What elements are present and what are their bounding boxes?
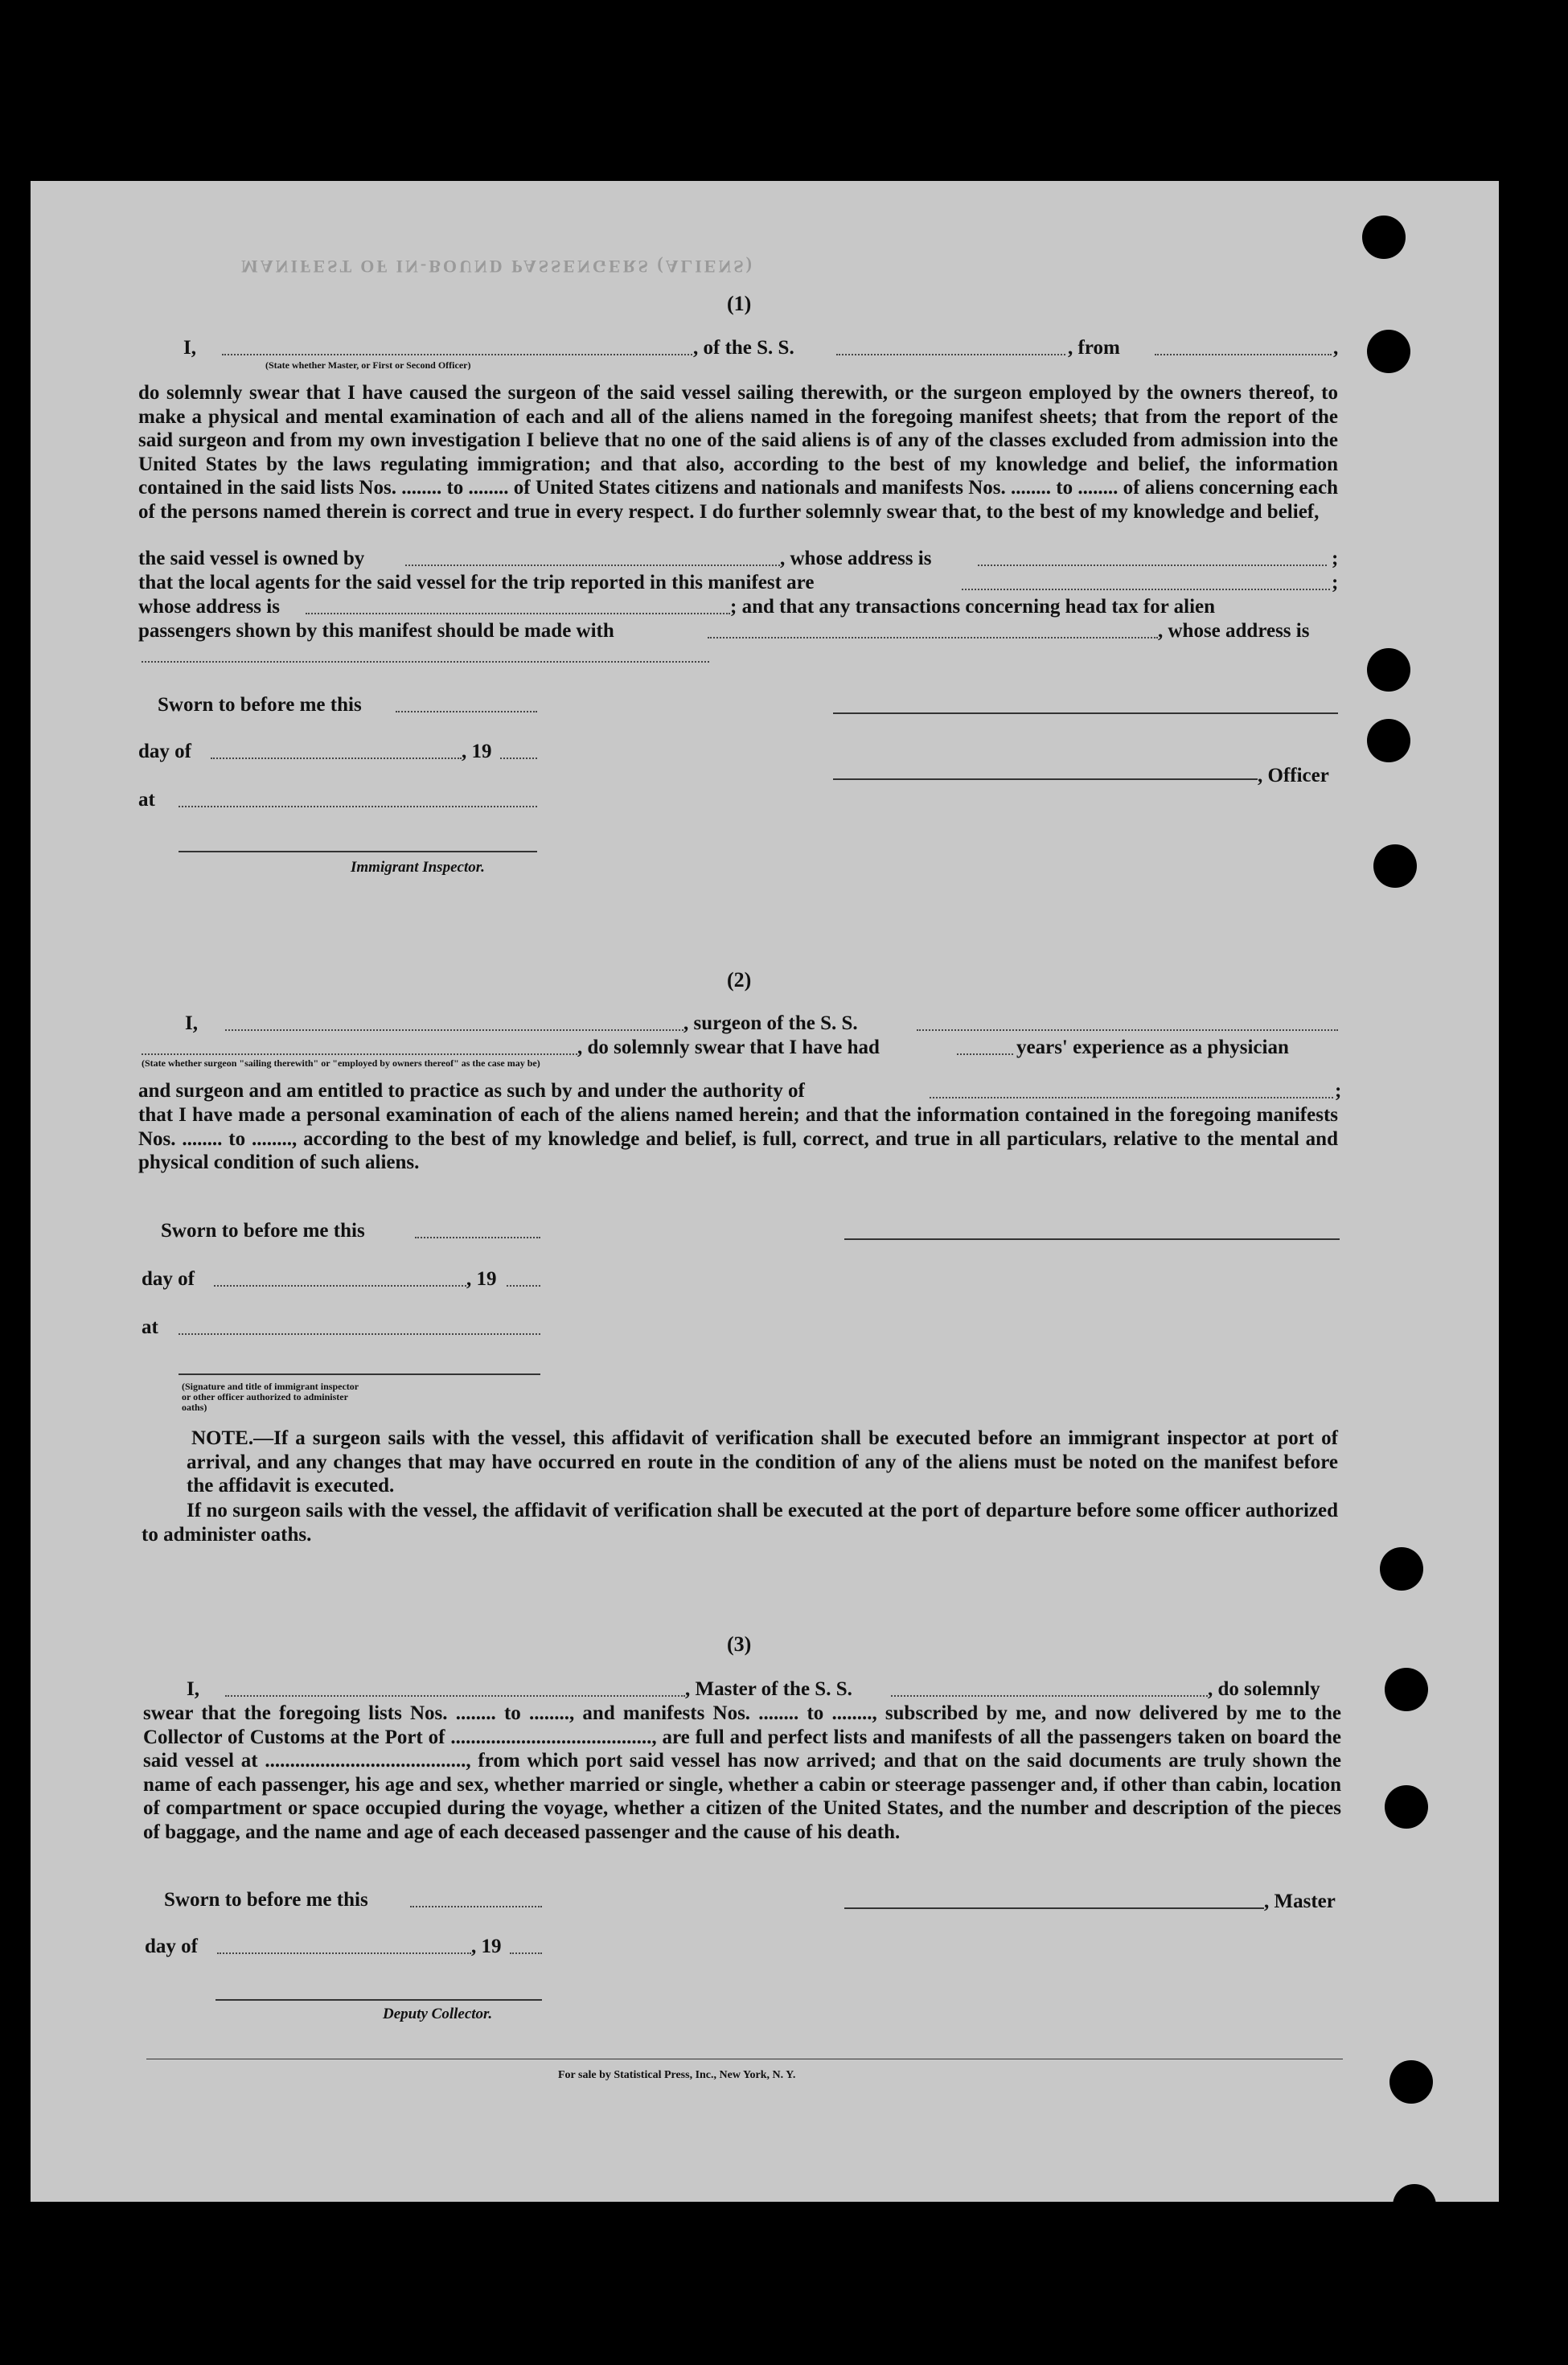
s3-day-of: day of: [145, 1936, 198, 1957]
s1-body: [138, 381, 1338, 524]
s1-officer-note: (State whether Master, or First or Second Officer): [265, 359, 471, 371]
s1-agents-address-field[interactable]: [306, 613, 730, 614]
s2-i: I,: [185, 1012, 198, 1034]
s1-inspector-label: Immigrant Inspector.: [351, 859, 485, 876]
s1-ss-field[interactable]: [836, 354, 1065, 355]
punch-hole-5: [1373, 844, 1417, 888]
s1-day-of: day of: [138, 741, 191, 762]
s2-day-of: day of: [142, 1268, 195, 1290]
s2-year-field[interactable]: [507, 1285, 540, 1287]
punch-hole-7: [1385, 1668, 1428, 1711]
s3-ss-field[interactable]: [891, 1695, 1208, 1697]
s1-from-label: , from: [1068, 337, 1120, 359]
s2-note-label: NOTE.: [191, 1427, 254, 1449]
s2-years-label: years' experience as a physician: [1016, 1037, 1289, 1058]
punch-hole-6: [1380, 1547, 1423, 1591]
section-1-number: (1): [727, 292, 752, 315]
s2-semicolon: ;: [1335, 1080, 1342, 1102]
punch-hole-8: [1385, 1785, 1428, 1829]
s2-body-text: that I have made a personal examination of each of the aliens named herein; and that the information contained in the foregoing manifests Nos. ........ to ........, according to the best of my knowledge and belief, is full, correct, and true in all particulars, relative to the mental and physical condition of such aliens.: [138, 1104, 1338, 1173]
s1-year-field[interactable]: [500, 758, 537, 759]
s1-at: at: [138, 789, 155, 811]
s2-year: , 19: [466, 1268, 497, 1290]
s2-line2: , do solemnly swear that I have had: [577, 1037, 880, 1058]
s2-note2: [142, 1499, 1338, 1546]
s2-at-field[interactable]: [179, 1333, 540, 1335]
s1-comma2: ;: [1332, 572, 1339, 593]
s2-ss-field[interactable]: [917, 1029, 1338, 1031]
s3-collector-line[interactable]: [215, 1999, 542, 2001]
s2-status-field[interactable]: [142, 1053, 577, 1055]
s1-head-tax: ; and that any transactions concerning head tax for alien: [730, 596, 1216, 618]
s2-inspector-line[interactable]: [179, 1373, 540, 1375]
punch-hole-3: [1367, 648, 1410, 692]
s3-collector-label: Deputy Collector.: [383, 2006, 493, 2022]
s1-local-agents: that the local agents for the said vessel for the trip reported in this manifest are: [138, 572, 815, 593]
s2-status-note: (State whether surgeon "sailing therewith" or "employed by owners thereof" as the case may be): [142, 1057, 540, 1069]
s1-whose-address: , whose address is: [780, 548, 932, 569]
s1-ss-label: , of the S. S.: [693, 337, 794, 359]
s3-year-field[interactable]: [510, 1952, 542, 1954]
punch-hole-4: [1367, 719, 1410, 762]
s1-at-field[interactable]: [179, 806, 537, 807]
s2-note-2: [142, 1499, 1338, 1546]
s1-passengers-shown: passengers shown by this manifest should be made with: [138, 620, 614, 642]
s2-signature-line[interactable]: [844, 1238, 1340, 1240]
s1-owner-field[interactable]: [405, 565, 780, 566]
s1-officer-field[interactable]: [222, 354, 692, 355]
s1-officer-label: , Officer: [1258, 765, 1329, 786]
s3-year: , 19: [471, 1936, 502, 1957]
s2-sworn: Sworn to before me this: [161, 1220, 365, 1242]
s1-year: , 19: [462, 741, 492, 762]
s1-body-text: do solemnly swear that I have caused the surgeon of the said vessel sailing therewith, or the surgeon employed by the owners thereof, to make a physical and mental examination of each and all of the aliens named in the foregoing manifest sheets; that from the report of the said surgeon and from my own investigation I believe that no one of the said aliens is of any of the classes excluded from admission into the United States by the laws regulating immigration; and that also, according to the best of my knowledge and belief, the information contained in the said lists Nos. ........ to ........ of United States citizens and nationals and manifests Nos. ........ to ........ of aliens concerning each of the persons named therein is correct and true in every respect. I do further solemnly swear that, to the best of my knowledge and belief,: [138, 382, 1338, 523]
s1-semicolon: ;: [1332, 548, 1339, 569]
s3-body-text: swear that the foregoing lists Nos. ........ to ........, and manifests Nos. ........ to ........, subscribed by me, and now delivered by me to the Collector of Customs at the Port of ........................................, are full and perfect lists and manifests of all the passengers taken on board the said vessel at ........................................, from which port said vessel has now arrived; and that on the said documents are truly shown the name of each passenger, his age and sex, whether married or single, whether a cabin or steerage passenger and, if other than cabin, location of compartment or space occupied during the voyage, whether a citizen of the United States, and the number and description of the pieces of baggage, and the name and age of each deceased passenger and the cause of his death.: [143, 1702, 1341, 1843]
s1-whose-address3: , whose address is: [1158, 620, 1310, 642]
s3-solemnly: , do solemnly: [1208, 1678, 1320, 1700]
s3-day-field[interactable]: [217, 1952, 471, 1954]
s3-master-label: , Master of the S. S.: [685, 1678, 852, 1700]
section-2-number: (2): [727, 968, 752, 992]
section-3-number: (3): [727, 1632, 752, 1656]
s2-authority: and surgeon and am entitled to practice as such by and under the authority of: [138, 1080, 805, 1102]
s2-at: at: [142, 1316, 158, 1338]
s2-sig-note: (Signature and title of immigrant inspector or other officer authorized to administer oaths): [182, 1381, 359, 1413]
s2-years-field[interactable]: [957, 1053, 1013, 1055]
s2-surgeon-label: , surgeon of the S. S.: [683, 1012, 858, 1034]
s1-signature-line[interactable]: [833, 712, 1338, 714]
punch-hole-1: [1362, 216, 1406, 259]
s1-i: I,: [183, 337, 196, 359]
s2-note-1: [187, 1427, 1338, 1498]
s2-note: [187, 1427, 1338, 1498]
s3-i: I,: [187, 1678, 199, 1700]
s3-sworn: Sworn to before me this: [164, 1889, 368, 1911]
punch-hole-10: [1393, 2184, 1436, 2227]
s1-head-tax-field[interactable]: [708, 637, 1158, 638]
s3-body: [143, 1702, 1341, 1844]
s1-day-field[interactable]: [211, 758, 462, 759]
s3-master-sig: , Master: [1264, 1891, 1336, 1912]
s1-owned-by: the said vessel is owned by: [138, 548, 365, 569]
s1-head-tax-address-field[interactable]: [142, 661, 709, 663]
s1-officer-line[interactable]: [833, 778, 1258, 780]
punch-hole-2: [1367, 330, 1410, 373]
s3-name-field[interactable]: [225, 1695, 685, 1697]
s2-note-1-text: —If a surgeon sails with the vessel, this affidavit of verification shall be executed before an immigrant inspector at port of arrival, and any changes that may have occurred en route in the condition of any of the aliens must be noted on the manifest before the affidavit is executed.: [187, 1427, 1338, 1497]
s2-day-field[interactable]: [214, 1285, 466, 1287]
footer-publisher: For sale by Statistical Press, Inc., New York, N. Y.: [558, 2069, 796, 2081]
s3-sworn-field[interactable]: [410, 1906, 542, 1907]
s2-body: [138, 1103, 1338, 1175]
s2-note-2-text: If no surgeon sails with the vessel, the affidavit of verification shall be executed at the port of departure before some officer authorized to administer oaths.: [142, 1500, 1338, 1546]
s2-authority-field[interactable]: [930, 1097, 1333, 1098]
s1-from-field[interactable]: [1155, 354, 1332, 355]
punch-hole-9: [1389, 2060, 1433, 2104]
faint-header: MANIFEST OF IN-BOUND PASSENGERS (ALIENS): [241, 257, 754, 277]
s1-owner-address-field[interactable]: [978, 565, 1327, 566]
s2-sworn-field[interactable]: [415, 1237, 540, 1238]
s3-master-line[interactable]: [844, 1907, 1264, 1909]
s2-name-field[interactable]: [225, 1029, 683, 1031]
s1-comma: ,: [1333, 337, 1339, 359]
s1-inspector-line[interactable]: [179, 851, 537, 852]
s1-sworn-field[interactable]: [396, 711, 537, 712]
s1-sworn: Sworn to before me this: [158, 694, 362, 716]
s1-agents-field[interactable]: [962, 589, 1330, 590]
s1-whose-address2: whose address is: [138, 596, 280, 618]
